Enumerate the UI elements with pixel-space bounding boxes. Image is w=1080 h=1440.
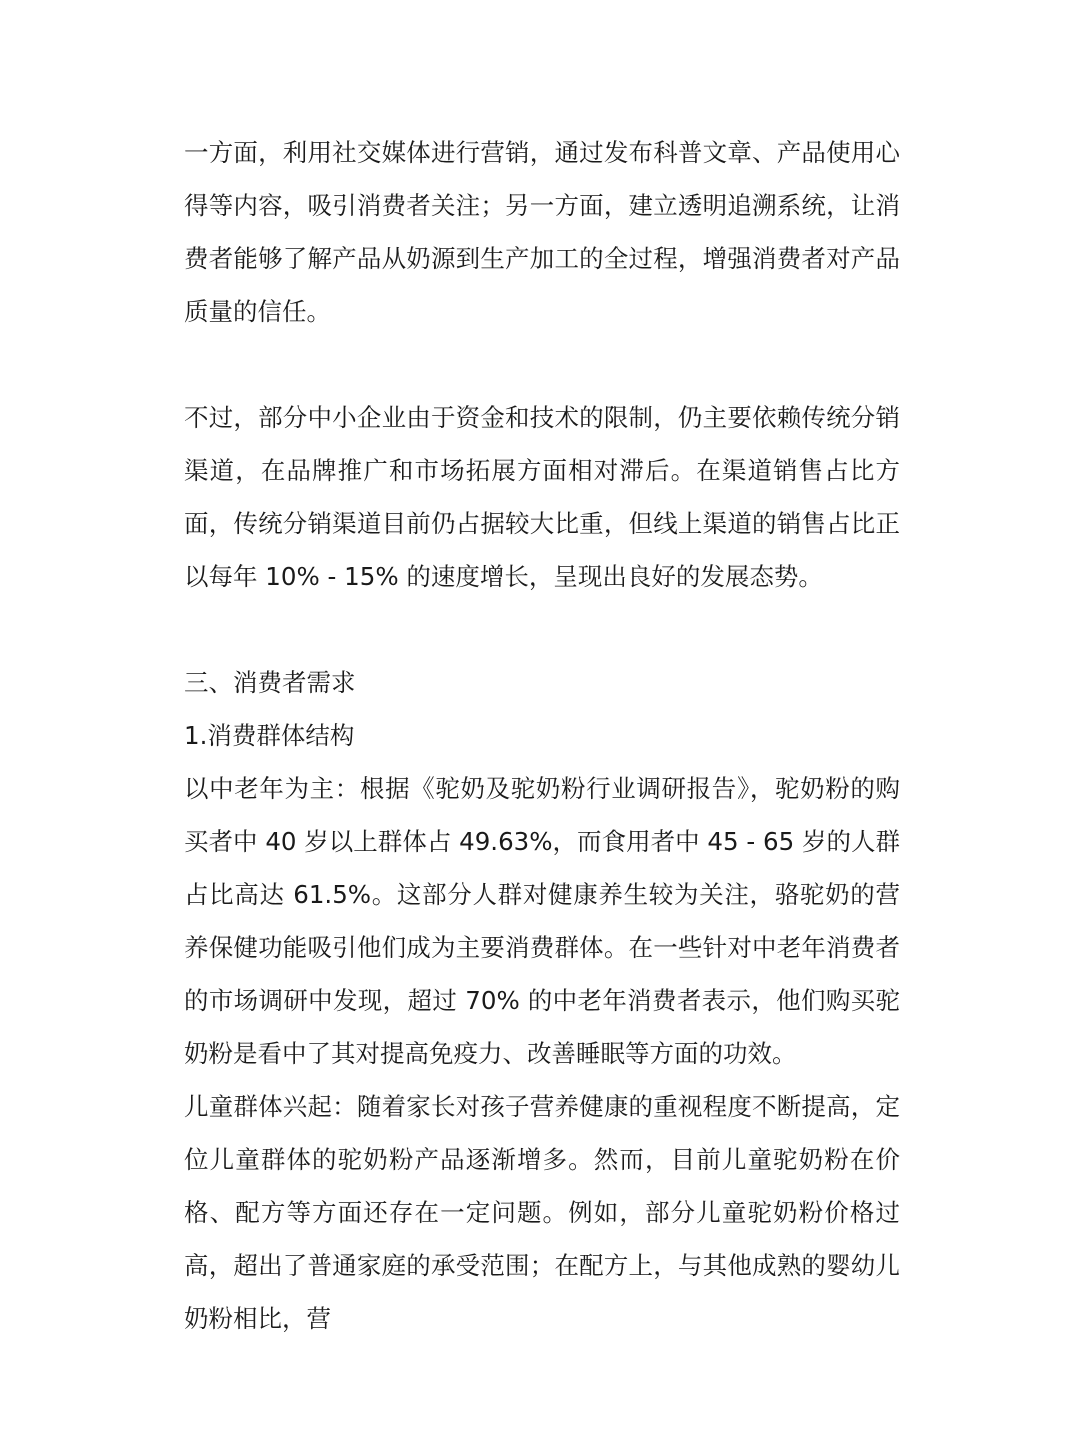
paragraph-spacer: [184, 603, 900, 656]
paragraph-spacer: [184, 338, 900, 391]
paragraph-elderly-consumers: 以中老年为主：根据《驼奶及驼奶粉行业调研报告》，驼奶粉的购买者中 40 岁以上群体占 49.63%，而食用者中 45 - 65 岁的人群占比高达 61.5%。这部分人群对健康养生较为关注，骆驼奶的营养保健功能吸引他们成为主要消费群体。在一些针对中老年消费者的市场调研中发现，超过 70% 的中老年消费者表示，他们购买驼奶粉是看中了其对提高免疫力、改善睡眠等方面的功效。: [184, 774, 900, 1068]
paragraph-social-media-marketing: 一方面，利用社交媒体进行营销，通过发布科普文章、产品使用心得等内容，吸引消费者关注；另一方面，建立透明追溯系统，让消费者能够了解产品从奶源到生产加工的全过程，增强消费者对产品质量的信任。: [184, 138, 900, 326]
paragraph-children-consumers: 儿童群体兴起：随着家长对孩子营养健康的重视程度不断提高，定位儿童群体的驼奶粉产品逐渐增多。然而，目前儿童驼奶粉在价格、配方等方面还存在一定问题。例如，部分儿童驼奶粉价格过高，超出了普通家庭的承受范围；在配方上，与其他成熟的婴幼儿奶粉相比，营: [184, 1092, 900, 1333]
document-body: [184, 126, 900, 1345]
subsection-heading: 1.消费群体结构: [184, 721, 355, 750]
section-heading: 三、消费者需求: [184, 668, 356, 697]
paragraph-distribution-channels: 不过，部分中小企业由于资金和技术的限制，仍主要依赖传统分销渠道，在品牌推广和市场拓展方面相对滞后。在渠道销售占比方面，传统分销渠道目前仍占据较大比重，但线上渠道的销售占比正以每年 10% - 15% 的速度增长，呈现出良好的发展态势。: [184, 403, 900, 591]
